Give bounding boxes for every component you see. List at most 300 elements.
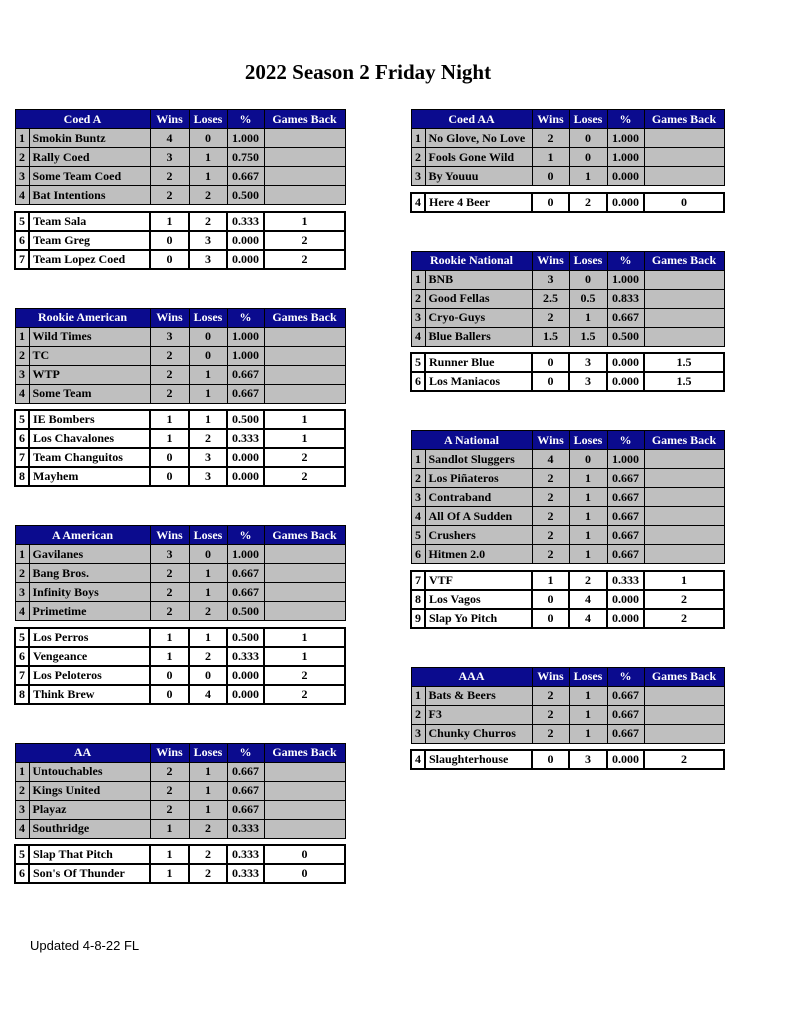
rank-cell: 8 [411, 590, 425, 609]
wins-cell: 2 [532, 724, 569, 743]
standings-row [411, 571, 724, 590]
standings-row [15, 800, 345, 819]
games-back-cell [264, 186, 345, 205]
wins-cell: 3 [150, 327, 189, 346]
loses-cell: 1 [569, 488, 607, 507]
column-header-loses: Loses [189, 110, 227, 129]
standings-row [411, 750, 724, 769]
pct-cell: 1.000 [227, 129, 264, 148]
pct-cell: 0.000 [607, 590, 644, 609]
column-header-pct: % [607, 667, 644, 686]
team-name-cell: Fools Gone Wild [425, 148, 532, 167]
team-name-cell: Vengeance [29, 647, 150, 666]
team-name-cell: Wild Times [29, 327, 150, 346]
team-name-cell: Slap Yo Pitch [425, 609, 532, 628]
column-header-loses: Loses [189, 526, 227, 545]
pct-cell: 0.667 [227, 781, 264, 800]
wins-cell: 2 [150, 346, 189, 365]
wins-cell: 2 [532, 469, 569, 488]
pct-cell: 0.667 [227, 762, 264, 781]
pct-cell: 0.333 [227, 864, 264, 883]
standings-table-aaa [410, 667, 725, 771]
column-header-games-back: Games Back [264, 743, 345, 762]
table-title: AA [15, 743, 150, 762]
loses-cell: 2 [189, 602, 227, 621]
games-back-cell [264, 545, 345, 564]
standings-row [15, 781, 345, 800]
section-gap-cell [411, 186, 724, 193]
rank-cell: 4 [15, 819, 29, 838]
rank-cell: 8 [15, 467, 29, 486]
loses-cell: 1 [189, 781, 227, 800]
team-name-cell: Infinity Boys [29, 583, 150, 602]
rank-cell: 1 [15, 129, 29, 148]
loses-cell: 1 [189, 564, 227, 583]
wins-cell: 0 [532, 590, 569, 609]
loses-cell: 3 [569, 353, 607, 372]
games-back-cell [264, 129, 345, 148]
team-name-cell: BNB [425, 270, 532, 289]
standings-row [15, 448, 345, 467]
games-back-cell: 2 [644, 609, 724, 628]
section-gap [411, 186, 724, 193]
pct-cell: 1.000 [607, 270, 644, 289]
wins-cell: 0 [150, 685, 189, 704]
column-header-pct: % [607, 110, 644, 129]
loses-cell: 3 [189, 448, 227, 467]
pct-cell: 0.333 [227, 212, 264, 231]
standings-row [411, 148, 724, 167]
table-header-row [411, 667, 724, 686]
games-back-cell [644, 705, 724, 724]
rank-cell: 5 [15, 212, 29, 231]
table-title: Rookie American [15, 308, 150, 327]
standings-row [411, 327, 724, 346]
column-header-loses: Loses [569, 667, 607, 686]
loses-cell: 2 [189, 186, 227, 205]
games-back-cell [264, 346, 345, 365]
pct-cell: 0.500 [227, 602, 264, 621]
wins-cell: 2 [150, 800, 189, 819]
games-back-cell: 2 [264, 666, 345, 685]
loses-cell: 2 [189, 429, 227, 448]
standings-row [411, 590, 724, 609]
team-name-cell: Smokin Buntz [29, 129, 150, 148]
loses-cell: 0 [189, 666, 227, 685]
standings-row [411, 609, 724, 628]
team-name-cell: Here 4 Beer [425, 193, 532, 212]
loses-cell: 0 [189, 346, 227, 365]
standings-row [411, 545, 724, 564]
rank-cell: 2 [15, 148, 29, 167]
wins-cell: 1 [150, 429, 189, 448]
rank-cell: 2 [411, 148, 425, 167]
rank-cell: 9 [411, 609, 425, 628]
column-header-wins: Wins [150, 308, 189, 327]
pct-cell: 0.667 [227, 365, 264, 384]
wins-cell: 3 [150, 545, 189, 564]
team-name-cell: Blue Ballers [425, 327, 532, 346]
wins-cell: 0 [150, 467, 189, 486]
rank-cell: 7 [411, 571, 425, 590]
games-back-cell: 2 [264, 250, 345, 269]
loses-cell: 1 [569, 545, 607, 564]
team-name-cell: TC [29, 346, 150, 365]
pct-cell: 0.000 [607, 193, 644, 212]
standings-row [15, 864, 345, 883]
team-name-cell: Team Changuitos [29, 448, 150, 467]
rank-cell: 1 [411, 270, 425, 289]
wins-cell: 3 [150, 148, 189, 167]
rank-cell: 4 [411, 750, 425, 769]
team-name-cell: F3 [425, 705, 532, 724]
pct-cell: 1.000 [607, 129, 644, 148]
team-name-cell: Contraband [425, 488, 532, 507]
table-header-row [411, 251, 724, 270]
standings-row [15, 602, 345, 621]
wins-cell: 2 [150, 167, 189, 186]
table-title: AAA [411, 667, 532, 686]
section-gap-cell [411, 743, 724, 750]
column-header-games-back: Games Back [264, 110, 345, 129]
standings-row [15, 365, 345, 384]
rank-cell: 7 [15, 448, 29, 467]
team-name-cell: Gavilanes [29, 545, 150, 564]
standings-row [15, 564, 345, 583]
loses-cell: 0 [569, 129, 607, 148]
wins-cell: 2 [150, 365, 189, 384]
column-header-wins: Wins [150, 526, 189, 545]
wins-cell: 0 [150, 448, 189, 467]
pct-cell: 0.000 [227, 231, 264, 250]
standings-row [411, 289, 724, 308]
rank-cell: 6 [15, 864, 29, 883]
wins-cell: 2 [532, 129, 569, 148]
pct-cell: 0.000 [607, 353, 644, 372]
wins-cell: 0 [150, 250, 189, 269]
wins-cell: 1 [150, 845, 189, 864]
team-name-cell: Son's Of Thunder [29, 864, 150, 883]
rank-cell: 4 [411, 327, 425, 346]
pct-cell: 0.500 [227, 186, 264, 205]
wins-cell: 1 [150, 819, 189, 838]
loses-cell: 0 [569, 450, 607, 469]
games-back-cell: 1 [264, 647, 345, 666]
standings-row [15, 545, 345, 564]
rank-cell: 5 [15, 845, 29, 864]
standings-row [411, 488, 724, 507]
loses-cell: 2 [189, 845, 227, 864]
games-back-cell [264, 762, 345, 781]
standings-row [411, 167, 724, 186]
standings-table-coed-a [14, 109, 346, 270]
games-back-cell [644, 289, 724, 308]
loses-cell: 0 [189, 545, 227, 564]
games-back-cell: 0 [644, 193, 724, 212]
rank-cell: 1 [15, 762, 29, 781]
team-name-cell: All Of A Sudden [425, 507, 532, 526]
pct-cell: 0.833 [607, 289, 644, 308]
wins-cell: 0 [150, 666, 189, 685]
left-column [14, 109, 344, 922]
rank-cell: 3 [15, 365, 29, 384]
rank-cell: 7 [15, 666, 29, 685]
section-gap-cell [411, 346, 724, 353]
column-header-wins: Wins [150, 743, 189, 762]
games-back-cell [264, 148, 345, 167]
rank-cell: 3 [411, 167, 425, 186]
wins-cell: 2 [532, 545, 569, 564]
loses-cell: 1 [569, 686, 607, 705]
games-back-cell: 2 [644, 750, 724, 769]
team-name-cell: WTP [29, 365, 150, 384]
wins-cell: 0 [532, 353, 569, 372]
column-header-loses: Loses [569, 431, 607, 450]
standings-table-a-american [14, 525, 346, 705]
rank-cell: 5 [411, 526, 425, 545]
pct-cell: 0.500 [227, 628, 264, 647]
pct-cell: 0.000 [607, 167, 644, 186]
games-back-cell [264, 781, 345, 800]
wins-cell: 2 [150, 186, 189, 205]
standings-row [15, 129, 345, 148]
loses-cell: 0 [569, 148, 607, 167]
section-gap-cell [411, 564, 724, 571]
standings-row [15, 186, 345, 205]
games-back-cell: 0 [264, 845, 345, 864]
wins-cell: 0 [532, 609, 569, 628]
section-gap [411, 564, 724, 571]
right-column [410, 109, 723, 808]
standings-row [15, 845, 345, 864]
team-name-cell: Cryo-Guys [425, 308, 532, 327]
loses-cell: 2 [569, 571, 607, 590]
pct-cell: 0.000 [227, 448, 264, 467]
pct-cell: 0.667 [607, 488, 644, 507]
rank-cell: 5 [411, 353, 425, 372]
rank-cell: 6 [411, 372, 425, 391]
pct-cell: 0.667 [607, 469, 644, 488]
rank-cell: 5 [15, 628, 29, 647]
loses-cell: 1.5 [569, 327, 607, 346]
games-back-cell [644, 148, 724, 167]
team-name-cell: Runner Blue [425, 353, 532, 372]
update-note: Updated 4-8-22 FL [30, 938, 140, 953]
team-name-cell: Slaughterhouse [425, 750, 532, 769]
team-name-cell: IE Bombers [29, 410, 150, 429]
rank-cell: 8 [15, 685, 29, 704]
loses-cell: 2 [189, 864, 227, 883]
wins-cell: 2 [150, 583, 189, 602]
column-header-pct: % [227, 110, 264, 129]
pct-cell: 0.667 [607, 724, 644, 743]
standings-row [411, 705, 724, 724]
games-back-cell [264, 327, 345, 346]
standings-row [15, 628, 345, 647]
column-header-games-back: Games Back [644, 251, 724, 270]
column-header-games-back: Games Back [264, 308, 345, 327]
wins-cell: 4 [532, 450, 569, 469]
rank-cell: 2 [411, 469, 425, 488]
rank-cell: 1 [15, 545, 29, 564]
games-back-cell [264, 819, 345, 838]
pct-cell: 0.333 [227, 647, 264, 666]
games-back-cell [264, 167, 345, 186]
standings-row [15, 467, 345, 486]
pct-cell: 0.000 [607, 372, 644, 391]
standings-row [15, 250, 345, 269]
pct-cell: 0.667 [227, 564, 264, 583]
rank-cell: 7 [15, 250, 29, 269]
rank-cell: 1 [15, 327, 29, 346]
games-back-cell [644, 308, 724, 327]
section-gap [15, 838, 345, 845]
team-name-cell: Hitmen 2.0 [425, 545, 532, 564]
team-name-cell: Primetime [29, 602, 150, 621]
pct-cell: 1.000 [607, 148, 644, 167]
loses-cell: 4 [569, 609, 607, 628]
standings-row [15, 327, 345, 346]
rank-cell: 2 [411, 705, 425, 724]
pct-cell: 0.000 [227, 467, 264, 486]
team-name-cell: No Glove, No Love [425, 129, 532, 148]
rank-cell: 4 [15, 384, 29, 403]
games-back-cell [264, 365, 345, 384]
loses-cell: 0 [569, 270, 607, 289]
pct-cell: 0.750 [227, 148, 264, 167]
rank-cell: 4 [411, 507, 425, 526]
pct-cell: 0.500 [227, 410, 264, 429]
games-back-cell [644, 545, 724, 564]
pct-cell: 0.667 [607, 526, 644, 545]
loses-cell: 1 [189, 762, 227, 781]
standings-table-a-national [410, 430, 725, 629]
loses-cell: 1 [569, 724, 607, 743]
rank-cell: 3 [15, 583, 29, 602]
pct-cell: 0.667 [607, 705, 644, 724]
team-name-cell: Kings United [29, 781, 150, 800]
rank-cell: 5 [15, 410, 29, 429]
rank-cell: 3 [411, 724, 425, 743]
column-header-loses: Loses [569, 251, 607, 270]
table-title: A American [15, 526, 150, 545]
table-header-row [411, 431, 724, 450]
rank-cell: 3 [411, 308, 425, 327]
standings-row [15, 819, 345, 838]
rank-cell: 6 [15, 429, 29, 448]
loses-cell: 3 [569, 750, 607, 769]
wins-cell: 2 [150, 762, 189, 781]
pct-cell: 0.000 [227, 250, 264, 269]
loses-cell: 1 [189, 628, 227, 647]
section-gap-cell [15, 403, 345, 410]
wins-cell: 4 [150, 129, 189, 148]
column-header-wins: Wins [532, 431, 569, 450]
games-back-cell [644, 488, 724, 507]
column-header-pct: % [227, 308, 264, 327]
wins-cell: 1 [150, 628, 189, 647]
standings-row [411, 526, 724, 545]
rank-cell: 2 [15, 564, 29, 583]
team-name-cell: Southridge [29, 819, 150, 838]
wins-cell: 3 [532, 270, 569, 289]
games-back-cell: 1.5 [644, 372, 724, 391]
table-header-row [15, 526, 345, 545]
games-back-cell [644, 327, 724, 346]
column-header-pct: % [607, 431, 644, 450]
standings-row [15, 429, 345, 448]
standings-row [411, 193, 724, 212]
loses-cell: 1 [189, 583, 227, 602]
section-gap [411, 346, 724, 353]
rank-cell: 3 [411, 488, 425, 507]
standings-row [15, 212, 345, 231]
wins-cell: 1 [532, 571, 569, 590]
games-back-cell [644, 507, 724, 526]
loses-cell: 1 [189, 410, 227, 429]
standings-row [411, 507, 724, 526]
loses-cell: 1 [569, 507, 607, 526]
team-name-cell: Some Team [29, 384, 150, 403]
games-back-cell: 0 [264, 864, 345, 883]
wins-cell: 2.5 [532, 289, 569, 308]
table-header-row [411, 110, 724, 129]
team-name-cell: Good Fellas [425, 289, 532, 308]
standings-row [15, 346, 345, 365]
loses-cell: 1 [569, 526, 607, 545]
column-header-games-back: Games Back [644, 667, 724, 686]
pct-cell: 0.667 [607, 686, 644, 705]
rank-cell: 1 [411, 129, 425, 148]
team-name-cell: Team Lopez Coed [29, 250, 150, 269]
pct-cell: 1.000 [607, 450, 644, 469]
rank-cell: 2 [15, 781, 29, 800]
rank-cell: 4 [15, 186, 29, 205]
wins-cell: 2 [532, 526, 569, 545]
wins-cell: 0 [532, 750, 569, 769]
table-header-row [15, 308, 345, 327]
column-header-wins: Wins [532, 667, 569, 686]
standings-table-aa [14, 743, 346, 885]
loses-cell: 1 [189, 384, 227, 403]
wins-cell: 2 [532, 488, 569, 507]
rank-cell: 3 [15, 800, 29, 819]
standings-row [411, 450, 724, 469]
team-name-cell: VTF [425, 571, 532, 590]
loses-cell: 3 [569, 372, 607, 391]
team-name-cell: By Youuu [425, 167, 532, 186]
section-gap [15, 403, 345, 410]
games-back-cell: 1.5 [644, 353, 724, 372]
loses-cell: 2 [189, 819, 227, 838]
team-name-cell: Playaz [29, 800, 150, 819]
loses-cell: 3 [189, 231, 227, 250]
column-header-loses: Loses [189, 743, 227, 762]
wins-cell: 2 [150, 602, 189, 621]
loses-cell: 0.5 [569, 289, 607, 308]
team-name-cell: Los Vagos [425, 590, 532, 609]
loses-cell: 1 [189, 148, 227, 167]
games-back-cell [264, 384, 345, 403]
rank-cell: 4 [411, 193, 425, 212]
section-gap-cell [15, 205, 345, 212]
rank-cell: 1 [411, 450, 425, 469]
loses-cell: 2 [189, 212, 227, 231]
games-back-cell [644, 167, 724, 186]
column-header-loses: Loses [189, 308, 227, 327]
column-header-games-back: Games Back [644, 110, 724, 129]
loses-cell: 1 [189, 800, 227, 819]
